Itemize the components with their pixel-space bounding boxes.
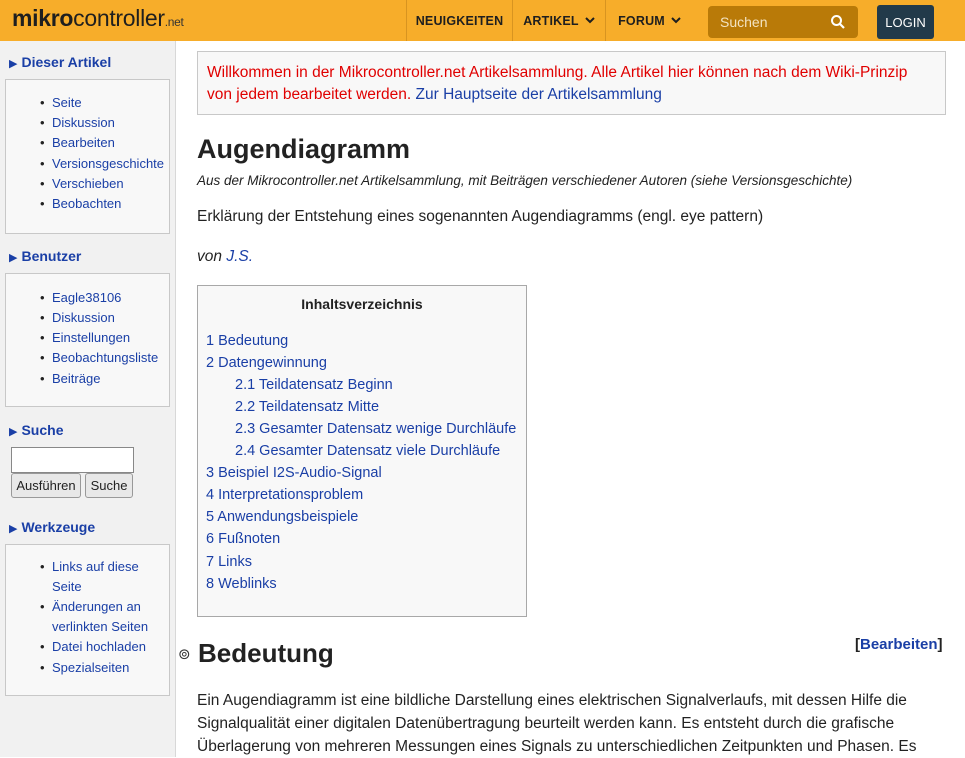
search-icon[interactable] bbox=[830, 14, 846, 30]
toc-item[interactable]: 1 Bedeutung bbox=[206, 333, 289, 349]
search-go-button[interactable]: Ausführen bbox=[11, 473, 81, 498]
sidebar-item-related-changes-cont[interactable]: verlinkten Seiten bbox=[52, 619, 149, 634]
toc-title: Inhaltsverzeichnis bbox=[301, 296, 423, 312]
sidebar-heading-tools-label: Werkzeuge bbox=[21, 519, 96, 535]
toc-item[interactable]: 4 Interpretationsproblem bbox=[206, 487, 364, 503]
sidebar-heading-search-label: Suche bbox=[21, 422, 64, 438]
main-page-link[interactable]: Zur Hauptseite der Artikelsammlung bbox=[415, 86, 662, 103]
section-edit bbox=[855, 636, 943, 653]
toc-item[interactable]: 2.3 Gesamter Datensatz wenige Durchläufe bbox=[235, 421, 517, 437]
sidebar-item-seite[interactable]: • Seite bbox=[52, 93, 82, 113]
sidebar-item-bearbeiten[interactable]: • Bearbeiten bbox=[52, 133, 115, 153]
header-search-input[interactable] bbox=[708, 6, 828, 38]
toc-item[interactable]: 2.4 Gesamter Datensatz viele Durchläufe bbox=[235, 443, 501, 459]
toc-item[interactable]: 7 Links bbox=[206, 554, 252, 570]
search-fulltext-button[interactable]: Suche bbox=[85, 473, 133, 498]
toc-item[interactable]: 8 Weblinks bbox=[206, 576, 277, 592]
toc-item[interactable]: 3 Beispiel I2S-Audio-Signal bbox=[206, 465, 382, 481]
toc-item[interactable]: 2 Datengewinnung bbox=[206, 355, 327, 371]
toc-item[interactable]: 5 Anwendungsbeispiele bbox=[206, 509, 359, 525]
nav-neuigkeiten-label: NEUIGKEITEN bbox=[415, 13, 504, 28]
sidebar-item-einstellungen[interactable]: • Einstellungen bbox=[52, 328, 130, 348]
triangle-right-icon: ▶ bbox=[9, 523, 18, 535]
section-paragraph: Ein Augendiagramm ist eine bildliche Darstellung eines elektrischen Signalverlaufs, mit dessen Hilfe die Signalqualität einer digitalen Datenübertragung beurteilt werden kann. Es entsteht durch die grafische Überlagerung von mehreren Messungen eines Signals zu unterschiedlichen Zeitpunkten und Phasen. Es bbox=[197, 692, 917, 755]
nav-artikel[interactable] bbox=[512, 0, 605, 41]
table-of-contents bbox=[197, 285, 527, 617]
sidebar-item-links-here-cont[interactable]: Seite bbox=[52, 579, 82, 594]
page-title: Augendiagramm bbox=[197, 134, 411, 164]
welcome-banner bbox=[197, 51, 946, 115]
sidebar-item-related-changes[interactable]: • Änderungen an bbox=[52, 597, 141, 617]
sidebar-heading-tools[interactable] bbox=[9, 519, 95, 535]
page-subtitle: Aus der Mikrocontroller.net Artikelsammlung, mit Beiträgen verschiedener Autoren (siehe Versionsgeschichte) bbox=[197, 173, 853, 188]
sidebar-heading-user[interactable] bbox=[9, 248, 81, 264]
article-intro: Erklärung der Entstehung eines sogenannten Augendiagramms (engl. eye pattern) bbox=[197, 208, 764, 225]
toc-item[interactable]: 6 Fußnoten bbox=[206, 531, 281, 547]
section-edit-link[interactable]: Bearbeiten bbox=[860, 636, 938, 653]
nav-neuigkeiten[interactable] bbox=[406, 0, 512, 41]
edit-bracket-open: [ bbox=[855, 636, 860, 653]
sidebar-item-beobachten[interactable]: • Beobachten bbox=[52, 194, 121, 214]
sidebar-user-box bbox=[5, 273, 170, 407]
sidebar-item-user-diskussion[interactable]: • Diskussion bbox=[52, 308, 115, 328]
nav-forum-label: FORUM bbox=[618, 13, 665, 28]
edit-bracket-close: ] bbox=[937, 636, 943, 653]
login-button[interactable]: LOGIN bbox=[877, 5, 934, 39]
sidebar-heading-article-label: Dieser Artikel bbox=[21, 54, 112, 70]
logo-regular-part: controller bbox=[73, 5, 165, 31]
logo-suffix: .net bbox=[164, 15, 184, 29]
logo-bold-part: mikro bbox=[12, 5, 74, 31]
sidebar-item-verschieben[interactable]: • Verschieben bbox=[52, 174, 124, 194]
triangle-right-icon: ▶ bbox=[9, 58, 18, 70]
author-link[interactable]: J.S. bbox=[226, 248, 254, 265]
sidebar-item-beobachtungsliste[interactable]: • Beobachtungsliste bbox=[52, 348, 158, 368]
chevron-down-icon bbox=[585, 17, 595, 24]
top-navigation-bar bbox=[0, 0, 965, 41]
sidebar-heading-search[interactable] bbox=[9, 422, 63, 438]
sidebar-item-versionsgeschichte[interactable]: • Versionsgeschichte bbox=[52, 154, 164, 174]
triangle-right-icon: ▶ bbox=[9, 252, 18, 264]
sidebar bbox=[0, 41, 176, 757]
sidebar-search-input[interactable] bbox=[11, 447, 134, 473]
sidebar-heading-user-label: Benutzer bbox=[21, 248, 82, 264]
welcome-banner-text: Willkommen in der Mikrocontroller.net Artikelsammlung. Alle Artikel hier können nach dem Wiki-Prinzip von jedem bearbeitet werden. bbox=[207, 64, 908, 103]
sidebar-heading-article[interactable] bbox=[9, 54, 111, 70]
sidebar-item-diskussion[interactable]: • Diskussion bbox=[52, 113, 115, 133]
section-heading: Bedeutung bbox=[198, 638, 334, 668]
nav-artikel-label: ARTIKEL bbox=[523, 13, 579, 28]
toc-item[interactable]: 2.1 Teildatensatz Beginn bbox=[235, 377, 393, 393]
sidebar-item-beitraege[interactable]: • Beiträge bbox=[52, 369, 100, 389]
triangle-right-icon: ▶ bbox=[9, 426, 18, 438]
sidebar-tools-box bbox=[5, 544, 170, 696]
anchor-icon[interactable]: ⊚ bbox=[178, 646, 191, 663]
author-prefix: von bbox=[197, 248, 227, 265]
nav-forum[interactable] bbox=[605, 0, 693, 41]
article-author bbox=[197, 248, 253, 266]
sidebar-item-special-pages[interactable]: • Spezialseiten bbox=[52, 658, 129, 678]
sidebar-item-upload[interactable]: • Datei hochladen bbox=[52, 637, 146, 657]
toc-item[interactable]: 2.2 Teildatensatz Mitte bbox=[235, 399, 380, 415]
sidebar-article-box bbox=[5, 79, 170, 234]
chevron-down-icon bbox=[671, 17, 681, 24]
header-search bbox=[708, 6, 858, 38]
sidebar-item-links-here[interactable]: • Links auf diese bbox=[52, 557, 139, 577]
sidebar-item-username[interactable]: • Eagle38106 bbox=[52, 288, 121, 308]
site-logo[interactable] bbox=[12, 5, 184, 32]
